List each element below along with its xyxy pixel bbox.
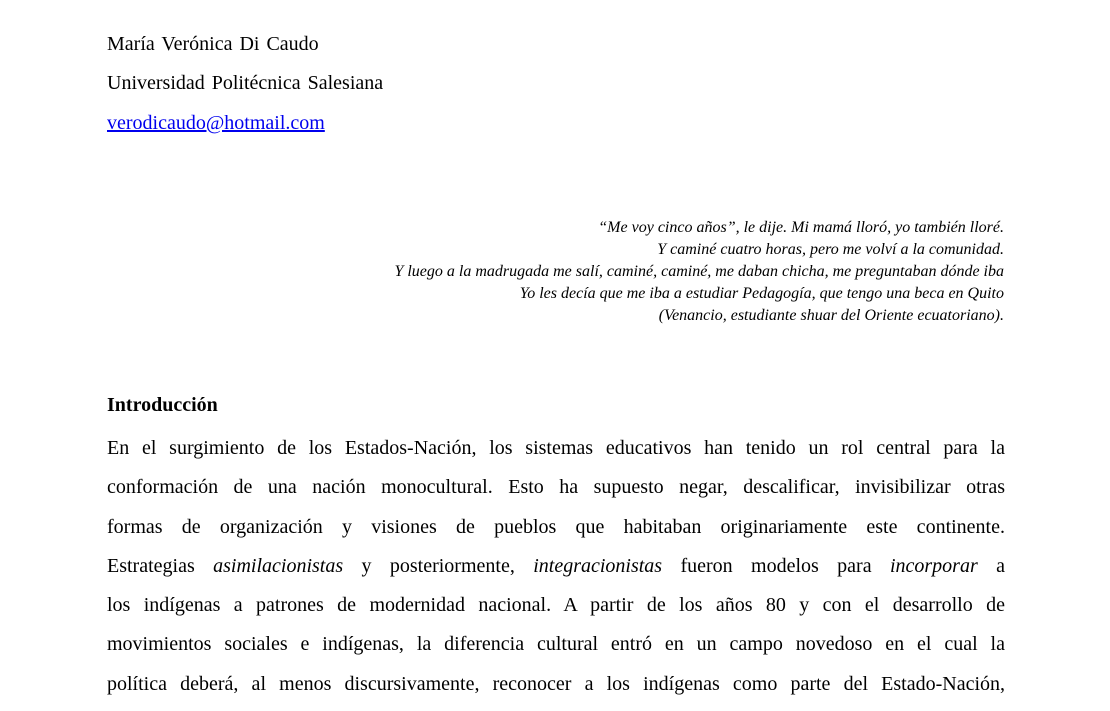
text-segment: En el surgimiento de los Estados-Nación, los sistemas educativos han tenido un rol central para la bbox=[107, 437, 1005, 459]
text-segment: fueron modelos para bbox=[662, 554, 890, 577]
epigraph-line: Y caminé cuatro horas, pero me volví a la comunidad. bbox=[657, 241, 1004, 258]
section-heading: Introducción bbox=[107, 394, 218, 416]
text-segment: conformación de una nación monocultural. Esto ha supuesto negar, descalificar, invisibilizar otras bbox=[107, 476, 1005, 499]
paragraph-line bbox=[107, 436, 1005, 475]
text-segment: Estrategias bbox=[107, 554, 214, 577]
paragraph-line bbox=[107, 475, 1005, 514]
text-segment: movimientos sociales e indígenas, la diferencia cultural entró en un campo novedoso en el cual la bbox=[107, 633, 1005, 656]
text-segment: los indígenas a patrones de modernidad nacional. A partir de los años 80 y con el desarrollo de bbox=[107, 594, 1005, 617]
epigraph bbox=[204, 217, 1004, 327]
paragraph-line bbox=[107, 593, 1005, 632]
body-paragraph bbox=[107, 436, 1005, 711]
author-affiliation: Universidad Politécnica Salesiana bbox=[107, 72, 384, 94]
epigraph-attribution: (Venancio, estudiante shuar del Oriente ecuatoriano). bbox=[658, 307, 1004, 324]
paragraph-line bbox=[107, 554, 1005, 593]
italic-term: incorporar bbox=[889, 554, 978, 577]
paragraph-line bbox=[107, 515, 1005, 554]
epigraph-line: Yo les decía que me iba a estudiar Pedagogía, que tengo una beca en Quito bbox=[519, 285, 1004, 302]
epigraph-line: “Me voy cinco años”, le dije. Mi mamá lloró, yo también lloré. bbox=[598, 219, 1004, 236]
text-segment: a bbox=[977, 554, 1005, 577]
text-segment: y posteriormente, bbox=[343, 554, 534, 577]
italic-term: asimilacionistas bbox=[213, 554, 344, 577]
epigraph-line: Y luego a la madrugada me salí, caminé, caminé, me daban chicha, me preguntaban dónde iba bbox=[394, 263, 1004, 280]
paragraph-line bbox=[107, 672, 1005, 711]
author-name: María Verónica Di Caudo bbox=[107, 33, 319, 55]
italic-term: integracionistas bbox=[533, 554, 663, 577]
paragraph-line bbox=[107, 632, 1005, 671]
text-segment: política deberá, al menos discursivamente, reconocer a los indígenas como parte del Estado-Nación, bbox=[107, 672, 1005, 695]
author-email-link[interactable]: verodicaudo@hotmail.com bbox=[107, 112, 325, 134]
text-segment: formas de organización y visiones de pueblos que habitaban originariamente este continente. bbox=[107, 515, 1005, 538]
